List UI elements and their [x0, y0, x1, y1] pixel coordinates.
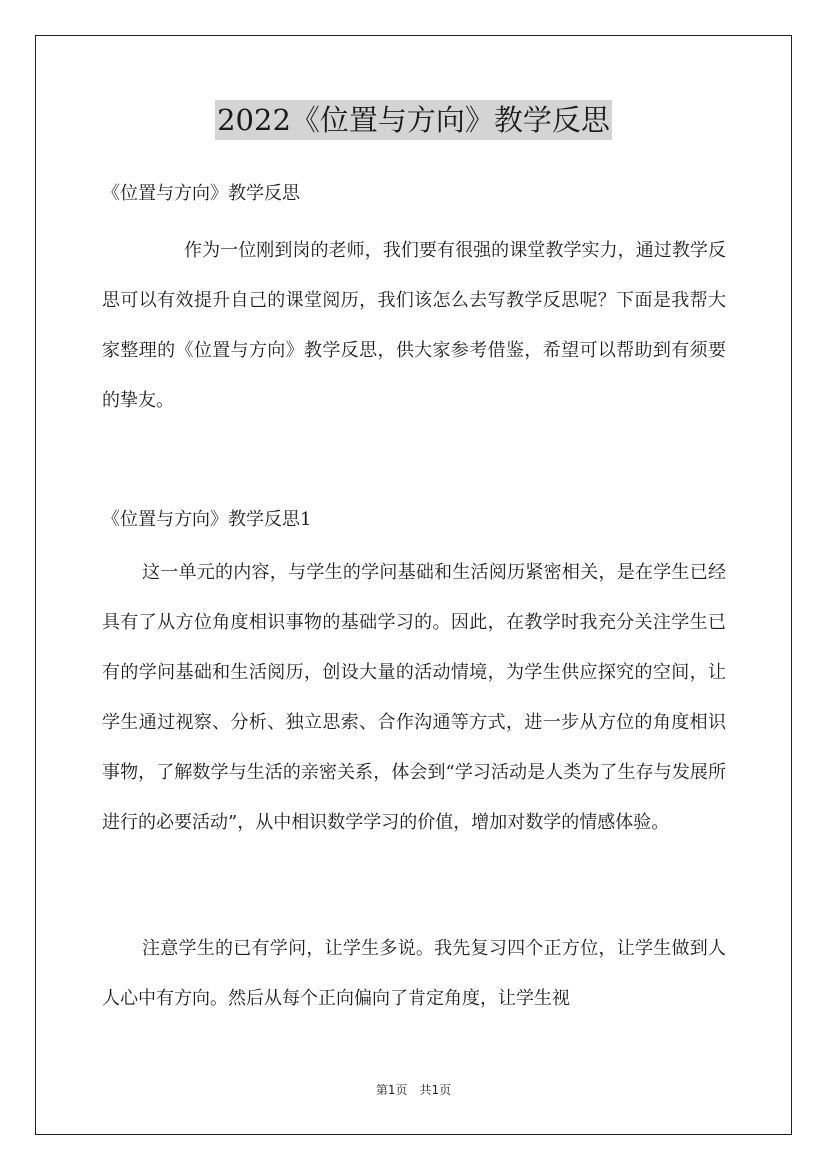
- document-title-block: [0, 100, 827, 140]
- body-paragraph: 注意学生的已有学问，让学生多说。我先复习四个正方位，让学生做到人人心中有方向。然后从每个正向偏向了肯定角度，让学生视: [102, 938, 726, 1009]
- intro-paragraph: 作为一位刚到岗的老师，我们要有很强的课堂教学实力，通过教学反思可以有效提升自己的课堂阅历，我们该怎么去写教学反思呢？下面是我帮大家整理的《位置与方向》教学反思，供大家参考借鉴，希望可以帮助到有须要的挚友。: [102, 240, 726, 411]
- page-total: 共1页: [419, 1083, 452, 1097]
- section-heading: 《位置与方向》教学反思1: [102, 509, 312, 530]
- page-footer: [0, 1082, 827, 1098]
- body-paragraph: 这一单元的内容，与学生的学问基础和生活阅历紧密相关，是在学生已经具有了从方位角度相识事物的基础学习的。因此，在教学时我充分关注学生已有的学问基础和生活阅历，创设大量的活动情境，为学生供应探究的空间，让学生通过视察、分析、独立思索、合作沟通等方式，进一步从方位的角度相识事物，了解数学与生活的亲密关系，体会到“学习活动是人类为了生存与发展所进行的必要活动”，从中相识数学学习的价值，增加对数学的情感体验。: [102, 562, 726, 833]
- page-number: 第1页: [375, 1083, 408, 1097]
- document-title: 2022《位置与方向》教学反思: [215, 100, 612, 140]
- document-subtitle: 《位置与方向》教学反思: [102, 183, 300, 204]
